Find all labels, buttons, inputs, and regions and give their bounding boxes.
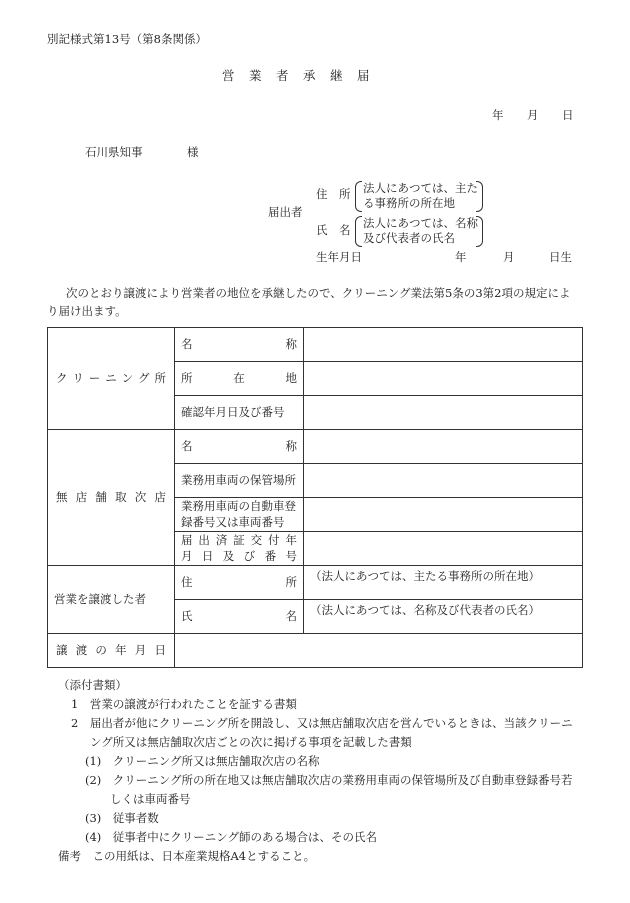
no-store-label-cell — [48, 430, 175, 566]
no-store-garage-label: 業務用車両の保管場所 — [181, 472, 296, 487]
no-store-name-field[interactable] — [304, 430, 583, 464]
cleaning-shop-name-label-cell — [175, 328, 304, 362]
body-text-line2: り届け出ます。 — [47, 304, 127, 318]
cleaning-shop-location-label: 所 在 地 — [181, 370, 297, 385]
name-note-line2: 及び代表者の氏名 — [363, 231, 455, 245]
cleaning-shop-confirm-label: 確認年月日及び番号 — [181, 404, 285, 419]
attachment-sub-1: (1) クリーニング所又は無店舗取次店の名称 — [85, 754, 320, 768]
no-store-vehicle-reg-line2: 録番号又は車両番号 — [181, 514, 285, 529]
notifier-label: 届出者 — [268, 205, 303, 219]
attachment-sub-2-line1: (2) クリーニング所の所在地又は無店舗取次店の業務用車両の保管場所及び自動車登録番号若 — [85, 773, 573, 787]
no-store-vehicle-reg-field[interactable] — [304, 498, 583, 532]
no-store-name-label-cell — [175, 430, 304, 464]
no-store-garage-field[interactable] — [304, 464, 583, 498]
cleaning-shop-name-label: 名 称 — [181, 336, 297, 351]
no-store-vehicle-reg-line1: 業務用車両の自動車登 — [181, 498, 296, 513]
name-brace-left — [355, 216, 362, 247]
cleaning-shop-location-label-cell — [175, 362, 304, 396]
transferor-address-note: （法人にあつては、主たる事務所の所在地） — [310, 569, 540, 583]
transferor-label-cell — [48, 566, 175, 634]
no-store-label: 無 店 舗 取 次 店 — [56, 489, 166, 504]
cleaning-shop-confirm-field[interactable] — [304, 396, 583, 430]
transferor-name-field[interactable] — [304, 600, 583, 634]
date-month: 月 — [527, 108, 539, 122]
no-store-cert-label-cell — [175, 532, 304, 566]
transferor-name-label: 氏 名 — [181, 608, 297, 623]
attachment-sub-4: (4) 従事者中にクリーニング師のある場合は、その氏名 — [85, 830, 378, 844]
transferor-address-field[interactable] — [304, 566, 583, 600]
name-label: 氏 名 — [316, 223, 351, 237]
address-brace-left — [355, 181, 362, 212]
attachments-heading: （添付書類） — [58, 678, 127, 692]
transferor-label: 営業を譲渡した者 — [54, 591, 146, 606]
no-store-cert-line1: 届 出 済 証 交 付 年 — [181, 532, 297, 547]
attachment-sub-3: (3) 従事者数 — [85, 811, 159, 825]
body-text-line1: 次のとおり譲渡により営業者の地位を承継したので、クリーニング業法第5条の3第2項の規定によ — [66, 286, 571, 300]
name-note-line1: 法人にあつては、名称 — [363, 216, 478, 230]
form-number: 別記様式第13号（第8条関係） — [47, 32, 207, 46]
cleaning-shop-label-cell — [48, 328, 175, 430]
no-store-cert-field[interactable] — [304, 532, 583, 566]
attachment-item-2-line1: 2 届出者が他にクリーニング所を開設し、又は無店舗取次店を営んでいるときは、当該クリーニ — [71, 716, 573, 730]
cleaning-shop-location-field[interactable] — [304, 362, 583, 396]
birth-year: 年 — [455, 250, 467, 264]
remarks: 備考 この用紙は、日本産業規格A4とすること。 — [58, 849, 316, 863]
no-store-vehicle-reg-label-cell — [175, 498, 304, 532]
cleaning-shop-confirm-label-cell — [175, 396, 304, 430]
addressee: 石川県知事 — [85, 145, 143, 159]
transfer-date-label: 譲 渡 の 年 月 日 — [56, 642, 166, 657]
attachment-item-1: 1 営業の譲渡が行われたことを証する書類 — [71, 697, 297, 711]
birth-month: 月 — [503, 250, 515, 264]
address-brace-right — [476, 181, 483, 212]
birth-day: 日生 — [549, 250, 572, 264]
name-brace-right — [476, 216, 483, 247]
date-day: 日 — [562, 108, 574, 122]
no-store-garage-label-cell — [175, 464, 304, 498]
cleaning-shop-name-field[interactable] — [304, 328, 583, 362]
date-year: 年 — [492, 108, 504, 122]
notification-table — [47, 327, 583, 668]
address-note-line1: 法人にあつては、主た — [363, 181, 478, 195]
address-note-line2: る事務所の所在地 — [363, 196, 455, 210]
transferor-name-label-cell — [175, 600, 304, 634]
transfer-date-field[interactable] — [175, 634, 583, 668]
transfer-date-label-cell — [48, 634, 175, 668]
document-title: 営 業 者 承 継 届 — [222, 68, 371, 83]
attachment-item-2-line2: ング所又は無店舗取次店ごとの次に掲げる事項を記載した書類 — [90, 735, 412, 749]
transferor-address-label: 住 所 — [181, 574, 297, 589]
no-store-name-label: 名 称 — [181, 438, 297, 453]
transferor-name-note: （法人にあつては、名称及び代表者の氏名） — [310, 603, 540, 617]
no-store-cert-line2: 月 日 及 び 番 号 — [181, 548, 297, 563]
cleaning-shop-label: ク リ ー ニ ン グ 所 — [56, 370, 166, 385]
address-label: 住 所 — [316, 187, 351, 201]
transferor-address-label-cell — [175, 566, 304, 600]
attachment-sub-2-line2: しくは車両番号 — [110, 792, 191, 806]
birth-label: 生年月日 — [316, 250, 362, 264]
addressee-suffix: 様 — [187, 145, 199, 159]
